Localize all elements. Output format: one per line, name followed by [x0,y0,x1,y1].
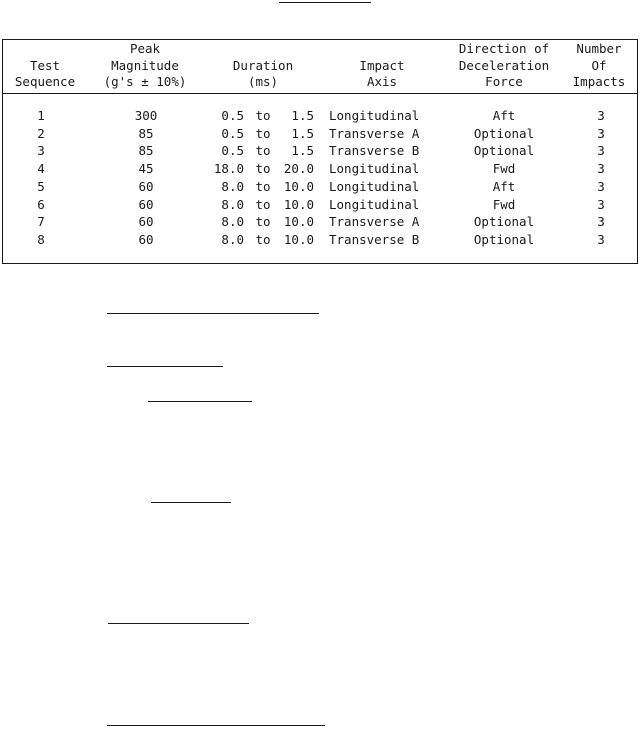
cell-duration-sep: to [255,214,271,230]
column-header-magnitude-line-1: Peak [129,41,161,56]
cell-magnitude: 300 [134,108,158,123]
cell-duration-max: 10.0 [283,214,314,230]
cell-sequence: 4 [37,161,45,177]
column-header-magnitude-line-3: (g's ± 10%) [103,74,187,89]
cell-axis: Transverse A [329,214,420,230]
cell-direction: Aft [492,178,516,194]
cell-direction: Optional [473,143,535,159]
cell-axis: Transverse A [329,125,420,141]
cell-sequence: 1 [37,108,45,123]
cell-duration-sep: to [255,231,271,247]
table-header-divider [3,93,637,94]
cell-axis: Longitudinal [329,196,420,212]
cell-magnitude: 85 [138,143,154,159]
column-header-sequence-line-2: Test [29,57,61,73]
cell-axis: Transverse B [329,231,420,247]
cell-duration-max: 10.0 [283,196,314,212]
cell-impacts: 3 [597,178,605,194]
cell-direction: Aft [492,108,516,123]
cell-direction: Optional [473,231,535,247]
cell-direction: Optional [473,214,535,230]
column-header-impacts-line-2: Of [591,57,607,73]
table-row [3,160,637,177]
cell-sequence: 3 [37,143,45,159]
cell-direction: Fwd [492,196,516,212]
section-underline-4 [151,502,231,503]
cell-duration-min: 8.0 [221,231,244,247]
cell-magnitude: 85 [138,125,154,141]
column-header-impacts-line-1: Number [576,41,622,56]
cell-impacts: 3 [597,214,605,230]
cell-impacts: 3 [597,196,605,212]
cell-magnitude: 60 [138,231,154,247]
column-header-duration-line-3: (ms) [247,74,279,89]
cell-magnitude: 45 [138,161,154,177]
section-underline-3 [148,401,252,402]
cell-axis: Longitudinal [329,161,420,177]
table-row [3,178,637,195]
cell-impacts: 3 [597,231,605,247]
column-header-axis-line-3: Axis [366,74,398,89]
cell-duration-sep: to [255,143,271,159]
cell-duration-sep: to [255,196,271,212]
section-underline-1 [107,313,319,314]
cell-axis: Transverse B [329,143,420,159]
cell-duration-sep: to [255,178,271,194]
column-header-direction-line-2: Deceleration [458,57,550,73]
cell-sequence: 5 [37,178,45,194]
table-row [3,142,637,159]
column-header-sequence-line-3: Sequence [14,74,76,89]
cell-duration-max: 20.0 [283,161,314,177]
cell-duration-min: 0.5 [221,125,244,141]
cell-duration-min: 0.5 [221,143,244,159]
cell-sequence: 2 [37,125,45,141]
column-header-direction-line-1: Direction of [458,41,550,56]
cell-duration-min: 8.0 [221,214,244,230]
column-header-magnitude-line-2: Magnitude [111,57,179,73]
column-header-direction-line-3: Force [485,74,523,89]
table-row [3,125,637,142]
cell-duration-min: 8.0 [221,196,244,212]
table-row [3,231,637,248]
cell-duration-max: 1.5 [291,143,314,159]
cell-sequence: 7 [37,214,45,230]
cell-duration-min: 0.5 [221,108,244,123]
cell-axis: Longitudinal [329,178,420,194]
cell-duration-sep: to [255,125,271,141]
cell-duration-min: 8.0 [221,178,244,194]
cell-impacts: 3 [597,125,605,141]
cell-duration-min: 18.0 [213,161,244,177]
section-underline-5 [108,623,249,624]
cell-duration-max: 1.5 [291,108,314,123]
cell-direction: Optional [473,125,535,141]
cell-duration-max: 1.5 [291,125,314,141]
section-underline-6 [107,725,325,726]
impact-test-table [2,39,638,264]
cell-impacts: 3 [597,108,605,123]
column-header-axis-line-2: Impact [359,57,405,73]
column-header-duration-line-2: Duration [232,57,294,73]
cell-duration-sep: to [255,161,271,177]
table-row [3,196,637,213]
cell-direction: Fwd [492,161,516,177]
table-row [3,107,637,124]
cell-magnitude: 60 [138,214,154,230]
section-underline-2 [107,366,223,367]
cell-sequence: 6 [37,196,45,212]
cell-magnitude: 60 [138,178,154,194]
cell-duration-max: 10.0 [283,231,314,247]
column-header-impacts-line-3: Impacts [572,74,626,89]
cell-sequence: 8 [37,231,45,247]
cell-impacts: 3 [597,143,605,159]
cell-duration-sep: to [255,108,271,123]
cell-magnitude: 60 [138,196,154,212]
heading-underline-top [279,2,371,3]
table-row [3,213,637,230]
cell-impacts: 3 [597,161,605,177]
cell-duration-max: 10.0 [283,178,314,194]
cell-axis: Longitudinal [329,108,420,123]
